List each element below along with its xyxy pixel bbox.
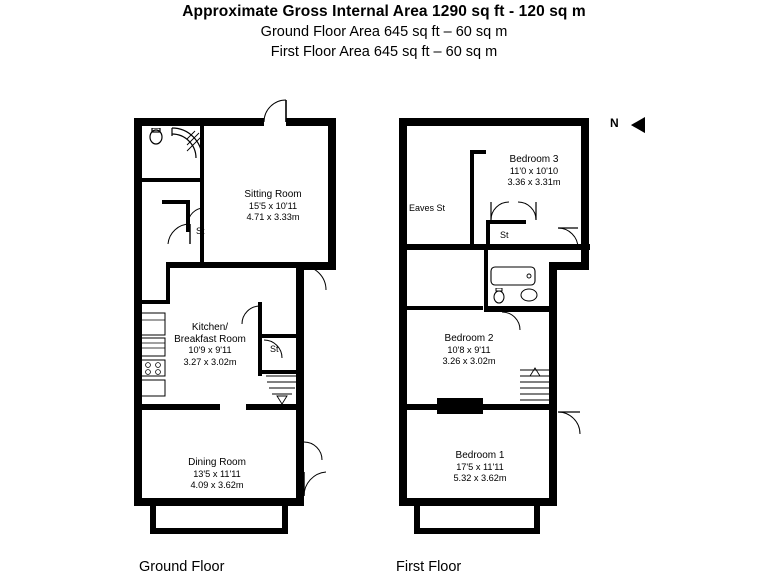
toilet-fixture-icon [148,128,164,150]
room-dim-imperial-sitting-room: 15'5 x 10'11 [248,200,298,211]
room-dim-imperial-bedroom-1: 17'5 x 11'11 [456,461,504,472]
door-ground-front [262,98,290,124]
wall-first-right-mid2 [549,308,557,374]
room-label-bedroom-2 [404,333,534,368]
room-dim-metric-dining-room: 4.09 x 3.62m [190,480,244,490]
first-floor-caption: First Floor [396,559,462,575]
wall-first-top [399,118,589,126]
wall-ground-hall-divider [142,300,170,304]
room-dim-metric-bedroom-1: 5.32 x 3.62m [453,473,507,483]
wall-ground-bay-right [282,506,288,532]
wall-ground-bay-bottom [150,528,288,534]
first-floor-area-text: First Floor Area 645 sq ft – 60 sq m [270,44,498,60]
wall-first-bed3-left [470,150,474,248]
room-dim-imperial-dining-room: 13'5 x 11'11 [193,468,241,479]
wall-first-left [399,118,407,506]
wall-ground-right-mid2 [296,306,304,374]
room-label-bedroom-1 [415,450,545,485]
door-first-store [516,200,538,222]
wall-first-store-left [486,220,490,248]
stairs-ground-icon [264,374,300,406]
ground-floor-area-text: Ground Floor Area 645 sq ft – 60 sq m [260,24,508,40]
wall-first-bay-right [534,506,540,532]
store-label-ground-lower: St [270,344,279,354]
wc-fixture-icon-first [492,288,506,304]
door-ground-sitting-rear [300,264,328,292]
wall-first-bed2-left [403,306,483,310]
room-dim-imperial-bedroom-3: 11'0 x 10'10 [509,165,559,176]
room-dim-imperial-kitchen: 10'9 x 9'11 [188,345,232,355]
door-ground-st-upper [186,206,206,226]
room-name-sitting-room: Sitting Room [244,189,302,200]
page-title-block [0,0,768,62]
page-title: Approximate Gross Internal Area 1290 sq ft - 120 sq m [182,3,586,20]
room-name-bedroom-1: Bedroom 1 [455,450,505,461]
room-name-bedroom-2: Bedroom 2 [444,333,494,344]
compass-north-label: N [610,116,619,130]
wall-ground-bottom [134,498,304,506]
wall-ground-left-upper [134,118,142,286]
eaves-store-label: Eaves St [409,203,446,213]
room-name-bedroom-3: Bedroom 3 [509,154,559,165]
room-name-kitchen-line1: Kitchen/ [191,322,229,333]
store-label-ground-upper: St [196,226,205,236]
room-dim-metric-sitting-room: 4.71 x 3.33m [246,212,300,222]
wall-ground-wc-partition [142,178,204,182]
room-label-kitchen [160,322,260,368]
wall-first-bottom [399,498,557,506]
door-first-bed3-landing [556,226,580,250]
wall-first-bulkhead [437,398,483,414]
wall-first-bath-left [484,250,488,312]
entry-hatch-icon [186,126,204,152]
stairs-first-icon [519,366,551,408]
wall-ground-hall-lower-left [166,268,170,302]
wall-ground-sitting-bottom [166,262,300,268]
room-name-dining-room: Dining Room [188,457,246,468]
basin-fixture-icon-first [520,288,538,302]
wall-first-bay-bottom [414,528,540,534]
room-label-bedroom-3 [478,154,590,189]
compass-north-icon [623,115,647,140]
store-label-first: St [500,230,509,240]
room-dim-imperial-bedroom-2: 10'8 x 9'11 [447,344,491,355]
wall-ground-top [134,118,264,126]
room-label-dining-room [162,457,272,492]
room-dim-metric-kitchen: 3.27 x 3.02m [183,356,237,367]
door-first-bed1 [556,410,582,436]
door-ground-dining-rear [302,468,328,498]
room-label-sitting-room [214,189,332,224]
ground-floor-caption: Ground Floor [139,559,225,575]
wall-ground-st-upper-top [162,200,190,204]
bathtub-fixture-icon [490,266,536,286]
door-first-bathroom [500,310,522,332]
door-ground-dining-side [302,440,324,462]
wall-first-eaves-bottom [403,244,473,250]
room-name-kitchen-line2: Breakfast Room [174,333,246,345]
wall-ground-kitchen-bottom [142,404,220,410]
room-dim-metric-bedroom-3: 3.36 x 3.31m [507,177,561,187]
door-first-bed3 [489,200,511,222]
room-dim-metric-bedroom-2: 3.26 x 3.02m [442,356,496,366]
